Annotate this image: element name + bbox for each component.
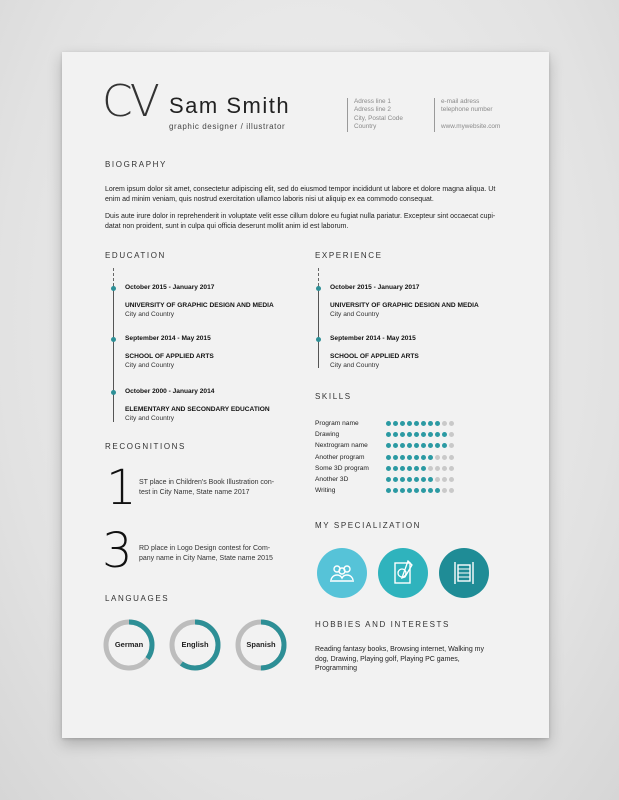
skill-dot-filled bbox=[414, 421, 419, 426]
skill-dot-empty bbox=[449, 488, 454, 493]
skill-dot-filled bbox=[386, 477, 391, 482]
experience-location: City and Country bbox=[330, 362, 380, 369]
experience-date: October 2015 - January 2017 bbox=[330, 284, 420, 291]
skill-dot-empty bbox=[449, 443, 454, 448]
cv-page bbox=[62, 52, 549, 738]
education-timeline bbox=[113, 286, 114, 422]
website-link[interactable]: www.mywebsite.com bbox=[441, 123, 501, 131]
language-ring bbox=[168, 618, 222, 672]
skill-dot-filled bbox=[386, 488, 391, 493]
education-location: City and Country bbox=[125, 362, 175, 369]
email-text: e-mail adress bbox=[441, 98, 480, 105]
skill-dot-filled bbox=[421, 477, 426, 482]
skill-label: Writing bbox=[315, 487, 336, 495]
timeline-dot bbox=[316, 286, 321, 291]
skill-dot-filled bbox=[414, 466, 419, 471]
language-ring bbox=[102, 618, 156, 672]
skill-dot-filled bbox=[407, 443, 412, 448]
skill-dot-filled bbox=[428, 488, 433, 493]
address-line: Country bbox=[354, 123, 377, 131]
skill-dot-filled bbox=[407, 477, 412, 482]
skill-dot-filled bbox=[421, 455, 426, 460]
skill-label: Nextrogram name bbox=[315, 442, 368, 450]
skill-dot-filled bbox=[414, 488, 419, 493]
skill-dot-filled bbox=[414, 432, 419, 437]
skill-label: Another program bbox=[315, 453, 365, 461]
skill-dot-filled bbox=[414, 443, 419, 448]
skill-dot-filled bbox=[393, 443, 398, 448]
recognition-text: RD place in Logo Design contest for Com-pany name in City Name, State name 2015 bbox=[139, 545, 273, 562]
experience-title: EXPERIENCE bbox=[315, 251, 383, 260]
skills-list bbox=[315, 418, 515, 496]
people-icon bbox=[328, 563, 356, 583]
language-ring bbox=[234, 618, 288, 672]
skill-dot-filled bbox=[435, 443, 440, 448]
experience-date: September 2014 - May 2015 bbox=[330, 335, 416, 342]
contact-block bbox=[434, 98, 500, 132]
education-location: City and Country bbox=[125, 311, 175, 318]
education-institution: SCHOOL OF APPLIED ARTS bbox=[125, 353, 214, 360]
skill-dot-filled bbox=[421, 421, 426, 426]
experience-institution: SCHOOL OF APPLIED ARTS bbox=[330, 353, 419, 360]
skill-dot-filled bbox=[435, 421, 440, 426]
skill-dot-filled bbox=[407, 432, 412, 437]
skill-dot-empty bbox=[449, 477, 454, 482]
recognitions-title: RECOGNITIONS bbox=[105, 442, 186, 451]
skill-row bbox=[315, 485, 515, 496]
timeline-dot bbox=[316, 337, 321, 342]
skill-dot-empty bbox=[449, 455, 454, 460]
skill-dot-filled bbox=[393, 477, 398, 482]
timeline-dot bbox=[111, 390, 116, 395]
skill-dot-filled bbox=[400, 488, 405, 493]
skill-dot-empty bbox=[449, 421, 454, 426]
skill-label: Drawing bbox=[315, 431, 340, 439]
language-label: German bbox=[114, 640, 144, 649]
skill-dot-filled bbox=[386, 432, 391, 437]
education-date: September 2014 - May 2015 bbox=[125, 335, 211, 342]
skill-dot-filled bbox=[428, 421, 433, 426]
skill-dot-filled bbox=[386, 466, 391, 471]
biography-title: BIOGRAPHY bbox=[105, 160, 167, 169]
skill-dot-filled bbox=[428, 477, 433, 482]
skill-label: Some 3D program bbox=[315, 464, 369, 472]
specialization-circle-notebook bbox=[378, 548, 428, 598]
skill-dot-filled bbox=[386, 455, 391, 460]
education-institution: ELEMENTARY AND SECONDARY EDUCATION bbox=[125, 406, 270, 413]
languages-list bbox=[102, 618, 302, 674]
recognition-number: 1 bbox=[106, 460, 137, 516]
skill-dot-filled bbox=[400, 455, 405, 460]
skill-dot-filled bbox=[407, 466, 412, 471]
address-line: Adress line 1 bbox=[354, 98, 391, 105]
skill-dot-empty bbox=[449, 432, 454, 437]
skill-dot-filled bbox=[393, 488, 398, 493]
skill-dot-filled bbox=[400, 421, 405, 426]
skill-dot-filled bbox=[407, 455, 412, 460]
skill-dot-filled bbox=[428, 432, 433, 437]
skill-dot-filled bbox=[400, 466, 405, 471]
recognition-text: ST place in Children's Book Illustration con-test in City Name, State name 2017 bbox=[139, 479, 275, 496]
skill-dot-empty bbox=[442, 477, 447, 482]
skill-dot-filled bbox=[442, 443, 447, 448]
skill-dot-filled bbox=[421, 443, 426, 448]
languages-title: LANGUAGES bbox=[105, 594, 170, 603]
skill-dot-filled bbox=[400, 443, 405, 448]
skill-dot-empty bbox=[449, 466, 454, 471]
skill-label: Another 3D bbox=[315, 476, 349, 484]
address-block bbox=[347, 98, 403, 132]
address-line: Adress line 2 bbox=[354, 106, 391, 114]
person-role: graphic designer / illustrator bbox=[169, 122, 286, 131]
skill-dot-empty bbox=[435, 466, 440, 471]
language-label: English bbox=[181, 640, 209, 649]
person-name: Sam Smith bbox=[169, 93, 291, 118]
skill-dot-filled bbox=[428, 455, 433, 460]
timeline-dot bbox=[111, 286, 116, 291]
education-institution: UNIVERSITY OF GRAPHIC DESIGN AND MEDIA bbox=[125, 302, 274, 309]
notebook-icon bbox=[391, 560, 415, 586]
skill-dot-filled bbox=[428, 443, 433, 448]
skill-dot-filled bbox=[386, 443, 391, 448]
skill-dot-empty bbox=[442, 488, 447, 493]
skill-row bbox=[315, 474, 515, 485]
language-label: Spanish bbox=[246, 640, 276, 649]
cv-logo: CV bbox=[102, 76, 157, 127]
specialization-title: MY SPECIALIZATION bbox=[315, 521, 422, 530]
timeline-dash bbox=[113, 268, 115, 286]
education-date: October 2000 - January 2014 bbox=[125, 388, 215, 395]
education-date: October 2015 - January 2017 bbox=[125, 284, 215, 291]
skill-dot-empty bbox=[435, 477, 440, 482]
skill-row bbox=[315, 418, 515, 429]
skill-dot-filled bbox=[435, 488, 440, 493]
education-location: City and Country bbox=[125, 415, 175, 422]
skill-dot-empty bbox=[442, 455, 447, 460]
education-title: EDUCATION bbox=[105, 251, 166, 260]
skill-dot-filled bbox=[407, 488, 412, 493]
skill-dot-filled bbox=[421, 488, 426, 493]
skill-dot-filled bbox=[435, 432, 440, 437]
experience-timeline bbox=[318, 286, 319, 368]
skill-dot-empty bbox=[435, 455, 440, 460]
skill-row bbox=[315, 440, 515, 451]
layout-icon bbox=[452, 559, 476, 587]
skill-dot-filled bbox=[393, 421, 398, 426]
experience-location: City and Country bbox=[330, 311, 380, 318]
skill-dot-empty bbox=[428, 466, 433, 471]
skill-label: Program name bbox=[315, 420, 359, 428]
specialization-circle-layout bbox=[439, 548, 489, 598]
skill-dot-filled bbox=[414, 455, 419, 460]
hobbies-text: Reading fantasy books, Browsing internet, Walking my dog, Drawing, Playing golf, Playing PC games, Programming bbox=[315, 646, 484, 673]
skill-dot-empty bbox=[442, 421, 447, 426]
skill-dot-filled bbox=[386, 421, 391, 426]
address-line: City, Postal Code bbox=[354, 114, 403, 122]
skills-title: SKILLS bbox=[315, 392, 352, 401]
biography-paragraph-1: Lorem ipsum dolor sit amet, consectetur adipiscing elit, sed do eiusmod tempor incididunt ut labore et dolore magna aliqua. Ut enim ad minim veniam, quis nostrud exercitation ullamco laboris nisi ut aliquip ex ea commodo consequat. bbox=[105, 186, 496, 203]
timeline-dash bbox=[318, 268, 320, 286]
skill-dot-filled bbox=[442, 432, 447, 437]
skill-dot-filled bbox=[414, 477, 419, 482]
skill-dot-filled bbox=[407, 421, 412, 426]
phone-text: telephone number bbox=[441, 106, 493, 114]
skill-dot-filled bbox=[421, 432, 426, 437]
skill-dot-filled bbox=[400, 432, 405, 437]
skill-row bbox=[315, 429, 515, 440]
skill-dot-filled bbox=[393, 466, 398, 471]
biography-paragraph-2: Duis aute irure dolor in reprehenderit in voluptate velit esse cillum dolore eu fugiat nulla pariatur. Excepteur sint occaecat cupi-datat non proident, sunt in culpa qui officia deserunt mollit anim id est laborum. bbox=[105, 213, 496, 230]
hobbies-title: HOBBIES AND INTERESTS bbox=[315, 620, 450, 629]
recognition-number: 3 bbox=[102, 523, 133, 579]
skill-dot-filled bbox=[421, 466, 426, 471]
skill-dot-filled bbox=[393, 455, 398, 460]
experience-institution: UNIVERSITY OF GRAPHIC DESIGN AND MEDIA bbox=[330, 302, 479, 309]
skill-dot-empty bbox=[442, 466, 447, 471]
skill-row bbox=[315, 452, 515, 463]
skill-row bbox=[315, 463, 515, 474]
specialization-circle-people bbox=[317, 548, 367, 598]
skill-dot-filled bbox=[393, 432, 398, 437]
skill-dot-filled bbox=[400, 477, 405, 482]
timeline-dot bbox=[111, 337, 116, 342]
